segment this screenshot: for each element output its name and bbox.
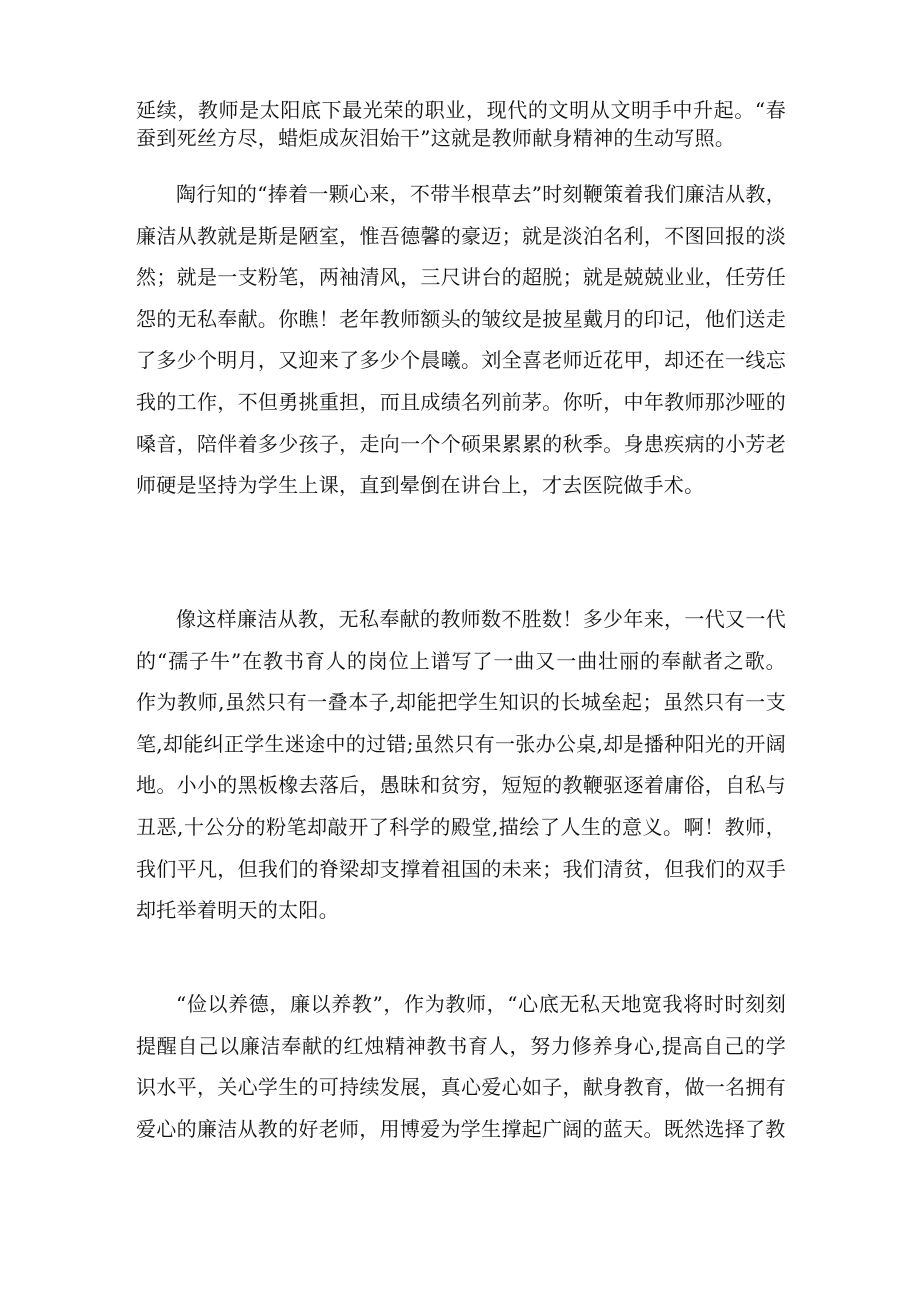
paragraph-continuation: 延续，教师是太阳底下最光荣的职业，现代的文明从文明手中升起。“春蚕到死丝方尽，蜡炬成灰泪始干”这就是教师献身精神的生动写照。 (136, 98, 786, 150)
paragraph-dedicated-teachers: 像这样廉洁从教，无私奉献的教师数不胜数！多少年来，一代又一代的“孺子牛”在教书育人的岗位上谱写了一曲又一曲壮丽的奉献者之歌。作为教师,虽然只有一叠本子,却能把学生知识的长城垒起；虽然只有一支笔,却能纠正学生迷途中的过错;虽然只有一张办公桌,却是播种阳光的开阔地。小小的黑板橡去落后，愚昧和贫穷，短短的教鞭驱逐着庸俗，自私与丑恶,十公分的粉笔却敲开了科学的殿堂,描绘了人生的意义。啊！教师，我们平凡，但我们的脊梁却支撑着祖国的未来；我们清贫，但我们的双手却托举着明天的太阳。 (136, 607, 786, 923)
paragraph-tao-xingzhi: 陶行知的“捧着一颗心来，不带半根草去”时刻鞭策着我们廉洁从教，廉洁从教就是斯是陋室，惟吾德馨的豪迈；就是淡泊名利，不图回报的淡然；就是一支粉笔，两袖清风，三尺讲台的超脱；就是兢兢业业，任劳任怨的无私奉献。你瞧！老年教师额头的皱纹是披星戴月的印记，他们送走了多少个明月，又迎来了多少个晨曦。刘全喜老师近花甲，却还在一线忘我的工作，不但勇挑重担，而且成绩名列前茅。你听，中年教师那沙哑的嗓音，陪伴着多少孩子，走向一个个硕果累累的秋季。身患疾病的小芳老师硬是坚持为学生上课，直到晕倒在讲台上，才去医院做手术。 (136, 182, 786, 498)
paragraph-frugality-virtue: “俭以养德，廉以养教”，作为教师，“心底无私天地宽我将时时刻刻提醒自己以廉洁奉献的红烛精神教书育人，努力修养身心,提高自己的学识水平，关心学生的可持续发展，真心爱心如子，献身教育，做一名拥有爱心的廉洁从教的好老师，用博爱为学生撑起广阔的蓝天。既然选择了教 (136, 992, 786, 1141)
